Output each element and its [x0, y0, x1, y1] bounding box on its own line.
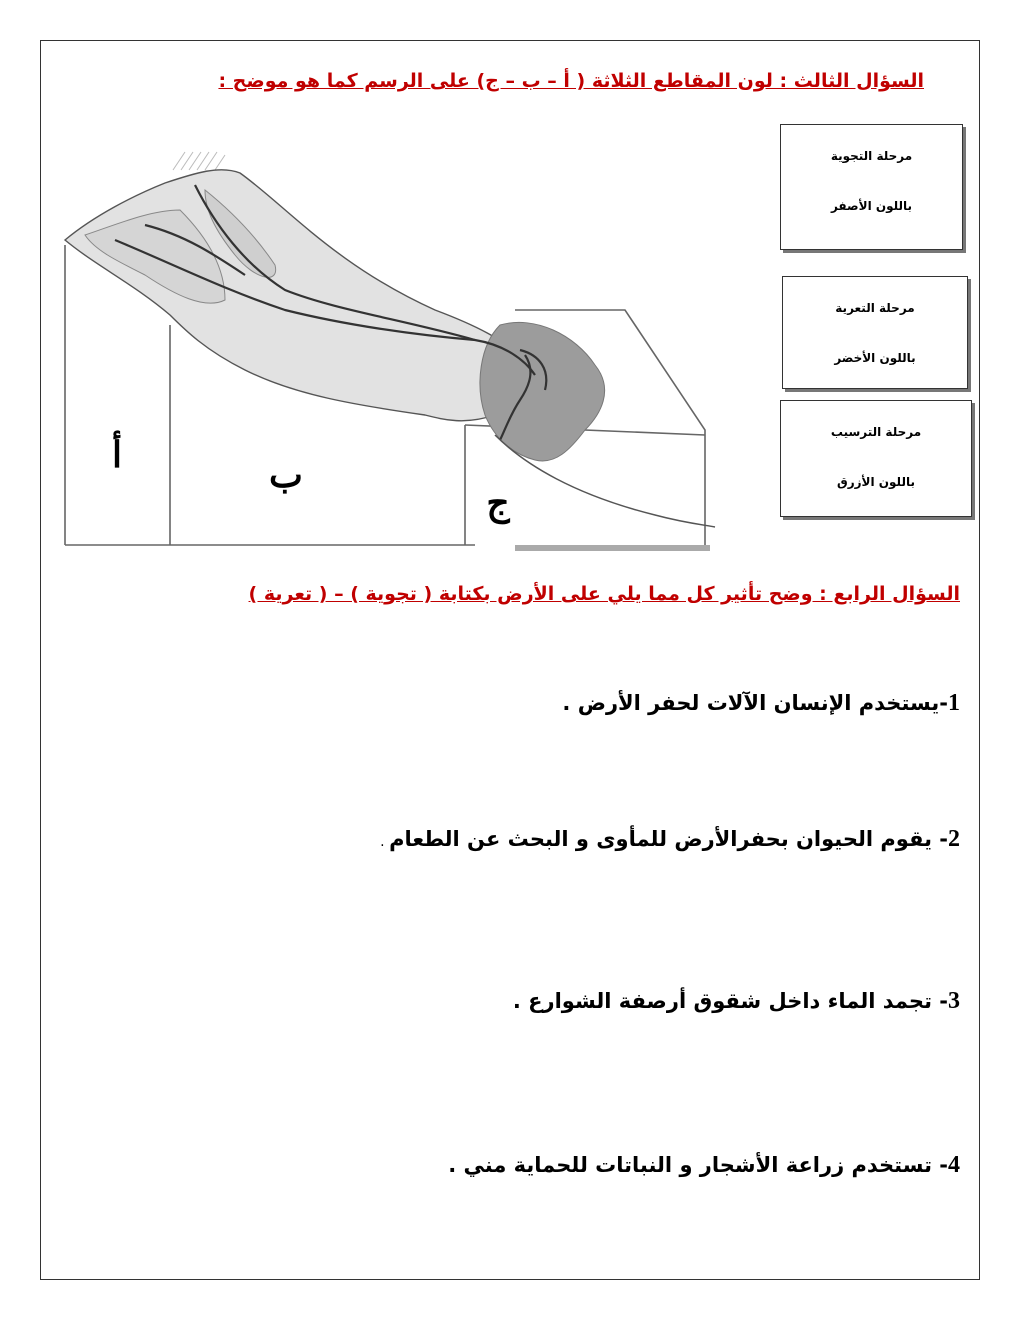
item-separator: -: [939, 691, 948, 715]
item-number: 3: [948, 988, 960, 1014]
stage-box-title: مرحلة الترسيب: [830, 425, 922, 439]
item-number: 1: [948, 690, 960, 716]
stage-box-deposition: [780, 400, 972, 517]
stage-box-weathering: [780, 124, 963, 250]
list-item: [513, 988, 960, 1015]
stage-box-color: باللون الأخضر: [834, 351, 916, 365]
section-label-a: أ: [111, 434, 123, 476]
stage-box-color: باللون الأزرق: [837, 475, 915, 489]
question4-title: السؤال الرابع : وضح تأثير كل مما يلي على الأرض بكتابة ( تجوية ) – ( تعرية ): [248, 583, 960, 605]
list-item: [562, 690, 960, 717]
section-label-b: ب: [269, 454, 303, 496]
question3-title: السؤال الثالث : لون المقاطع الثلاثة ( أ – ب – ج) على الرسم كما هو موضح :: [218, 70, 924, 92]
item-separator: -: [931, 827, 948, 851]
item-text: يقوم الحيوان بحفرالأرض للمأوى و البحث عن الطعام: [389, 827, 932, 851]
list-item: [448, 1152, 960, 1179]
item-number: 4: [948, 1152, 960, 1178]
section-label-c: ج: [486, 482, 510, 524]
item-separator: -: [931, 989, 948, 1013]
item-number: 2: [948, 826, 960, 852]
stage-box-title: مرحلة التجوية: [830, 149, 913, 163]
land-surface: [65, 170, 525, 421]
item-text: تستخدم زراعة الأشجار و النباتات للحماية مني .: [448, 1153, 932, 1177]
list-item: [380, 826, 960, 853]
item-text: يستخدم الإنسان الآلات لحفر الأرض .: [562, 691, 940, 715]
stage-box-color: باللون الأصفر: [830, 199, 913, 213]
stage-box-title: مرحلة التعرية: [835, 301, 915, 315]
river-landscape-diagram: [55, 115, 735, 565]
item-text: تجمد الماء داخل شقوق أرصفة الشوارع .: [512, 989, 932, 1013]
item-trail: .: [380, 834, 390, 850]
deposition-zone: [480, 322, 605, 461]
item-separator: -: [931, 1153, 948, 1177]
stage-box-erosion: [782, 276, 968, 389]
